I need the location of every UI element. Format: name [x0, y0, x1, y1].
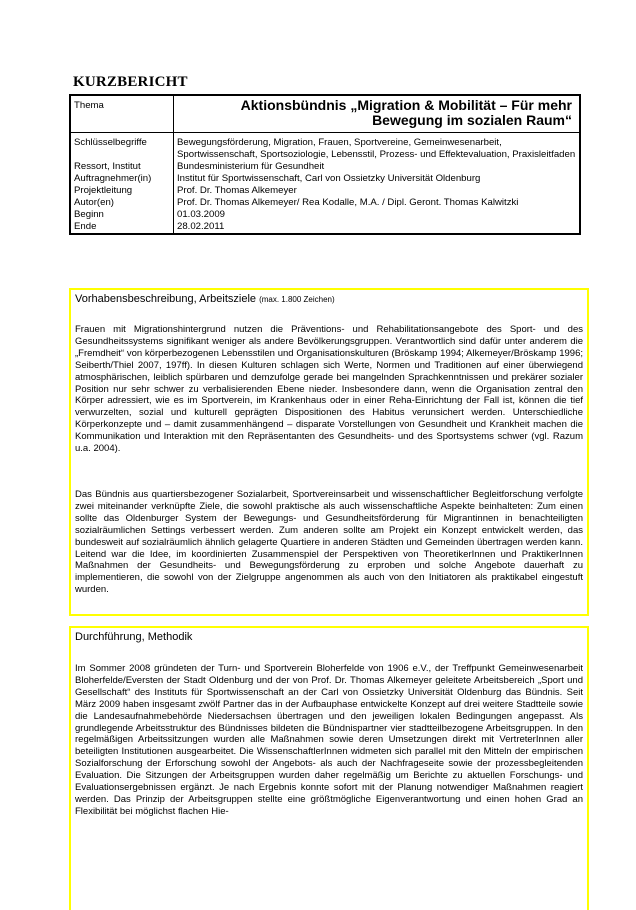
info-value: Bundesministerium für Gesundheit: [177, 161, 325, 172]
info-label: Beginn: [70, 209, 174, 221]
section-method: [69, 626, 589, 910]
info-value: Prof. Dr. Thomas Alkemeyer/ Rea Kodalle, M.A. / Dipl. Geront. Thomas Kalwitzki: [177, 197, 519, 208]
section-paragraph: Frauen mit Migrationshintergrund nutzen die Präventions- und Rehabilitationsangebote des Sport- und des Gesundheitssystems signifikant weniger als andere Bevölkerungsgruppen. Verantwortlich sind dafür unter anderem die „Fremdheit“ von körperbezogenen Lebensstilen und Organisationskulturen (Bröskamp 1994; Alkemeyer/Bröskamp 1996; Seiberth/Thiel 2007, 197ff). In diesen Kulturen schlagen sich Werte, Normen und Traditionen auf einer überwiegend atmosphärischen, leiblich spürbaren und demzufolge gerade bei mangelnden Sprachkenntnissen und prekärer sozialer Position nur sehr schwer zu verbalisierenden Ebene nieder. Insbesondere dann, wenn die Organisation zentral den Körper adressiert, wie es im Sportverein, im Krankenhaus oder in einer Reha-Einrichtung der Fall ist, können die tief verwurzelten, sozial und kulturell geprägten Dispositionen des Habitus verunsichert werden. Unterschiedliche Körperkonzepte und – damit zusammenhängend – disparate Vorstellungen von Gesundheit und Krankheit machen die Kommunikation und Interaktion mit den Repräsentanten des Gesundheits- und des Sportsystems schwer (vgl. Razum u.a. 2004).: [75, 324, 583, 455]
section-paragraph: Das Bündnis aus quartiersbezogener Sozialarbeit, Sportvereinsarbeit und wissenschaftlicher Begleitforschung verfolgte zwei miteinander verknüpfte Ziele, die sowohl praktische als auch wissenschaftliche Aspekte beinhalteten: Zum einen sollte das Oldenburger System der Bewegungs- und Gesundheitsförderung für Migrantinnen in benachteiligten sozialräumlichen Settings verbessert werden. Zum anderen sollte am Projekt ein Konzept entwickelt werden, das bundesweit auf sozialräumlich ähnlich gelagerte Quartiere in anderen Städten und Gemeinden übertragen werden kann. Leitend war die Idee, im koordinierten Zusammenspiel der Perspektiven von TheoretikerInnen und PraktikerInnen Maßnahmen der Gesundheits- und Bewegungsförderung zu erproben und solche Angebote dauerhaft zu implementieren, die sowohl von der Zielgruppe angenommen als auch von den Initiatoren als praktikabel eingestuft wurden.: [75, 489, 583, 596]
info-row: [70, 209, 580, 221]
section-title-note: (max. 1.800 Zeichen): [259, 295, 335, 304]
info-row: [70, 173, 580, 185]
info-row: [70, 133, 580, 162]
info-value: 28.02.2011: [177, 221, 225, 232]
info-value: Institut für Sportwissenschaft, Carl von Ossietzky Universität Oldenburg: [177, 173, 481, 184]
section-title-text: Durchführung, Methodik: [75, 631, 193, 643]
project-title: Aktionsbündnis „Migration & Mobilität – Für mehr Bewegung im sozialen Raum“: [240, 97, 572, 128]
info-label: Projektleitung: [70, 185, 174, 197]
info-row: [70, 161, 580, 173]
info-label: Ressort, Institut: [70, 161, 174, 173]
info-label: Autor(en): [70, 197, 174, 209]
info-label: Ende: [70, 221, 174, 234]
info-label: Auftragnehmer(in): [70, 173, 174, 185]
info-label: Thema: [74, 100, 104, 111]
info-value: 01.03.2009: [177, 209, 226, 220]
section-paragraph: Im Sommer 2008 gründeten der Turn- und Sportverein Bloherfelde von 1906 e.V., der Treffpunkt Gemeinwesenarbeit Bloherfelde/Eversten der Stadt Oldenburg und der von Prof. Dr. Thomas Alkemeyer geleitete Arbeitsbereich „Sport und Gesellschaft“ des Instituts für Sportwissenschaft an der Carl von Ossietzky Universität Oldenburg das Bündnis. Seit März 2009 haben insgesamt zwölf Partner das in der Aufbauphase entwickelte Konzept auf drei weitere Stadtteile sowie die Landesaufnahmebehörde Niedersachsen übertragen und den jeweiligen lokalen Bedingungen angepasst. Als grundlegende Arbeitsstruktur des Bündnisses bildeten die Bündnispartner vier stadtteilbezogene Arbeitsgruppen. In den regelmäßigen Arbeitssitzungen wurden alle Maßnahmen sowie deren Umsetzungen direkt mit VertreterInnen aller beteiligten Institutionen ausgearbeitet. Die WissenschaftlerInnen widmeten sich parallel mit den Mitteln der empirischen Sozialforschung der Erforschung sowohl der Angebots- als auch der Nachfrageseite sowie der prozessbegleitenden Evaluation. Die Sitzungen der Arbeitsgruppen wurden daher regelmäßig um Berichte zu aktuellen Forschungs- und Evaluationsergebnissen ergänzt. Je nach Ergebnis konnte sofort mit der Planung notwendiger Maßnahmen reagiert werden. Das Prinzip der Arbeitsgruppen stellte eine größtmögliche Eigenverantwortung und einen hohen Grad an Flexibilität bei möglichst flachen Hie-: [75, 663, 583, 817]
info-table: [69, 94, 581, 235]
info-row: [70, 197, 580, 209]
info-label: Schlüsselbegriffe: [70, 133, 174, 162]
info-value: Bewegungsförderung, Migration, Frauen, Sportvereine, Gemeinwesenarbeit, Sportwissenschaft, Sportsoziologie, Lebensstil, Prozess- und Effektevaluation, Praxisleitfaden: [177, 137, 576, 160]
report-heading: KURZBERICHT: [73, 74, 188, 90]
section-goals: [69, 288, 589, 616]
info-value: Prof. Dr. Thomas Alkemeyer: [177, 185, 297, 196]
section-title: [75, 632, 192, 644]
section-title-text: Vorhabensbeschreibung, Arbeitsziele: [75, 293, 257, 305]
info-row-thema: [70, 95, 580, 133]
section-title: [75, 294, 335, 306]
info-row: [70, 221, 580, 234]
info-row: [70, 185, 580, 197]
